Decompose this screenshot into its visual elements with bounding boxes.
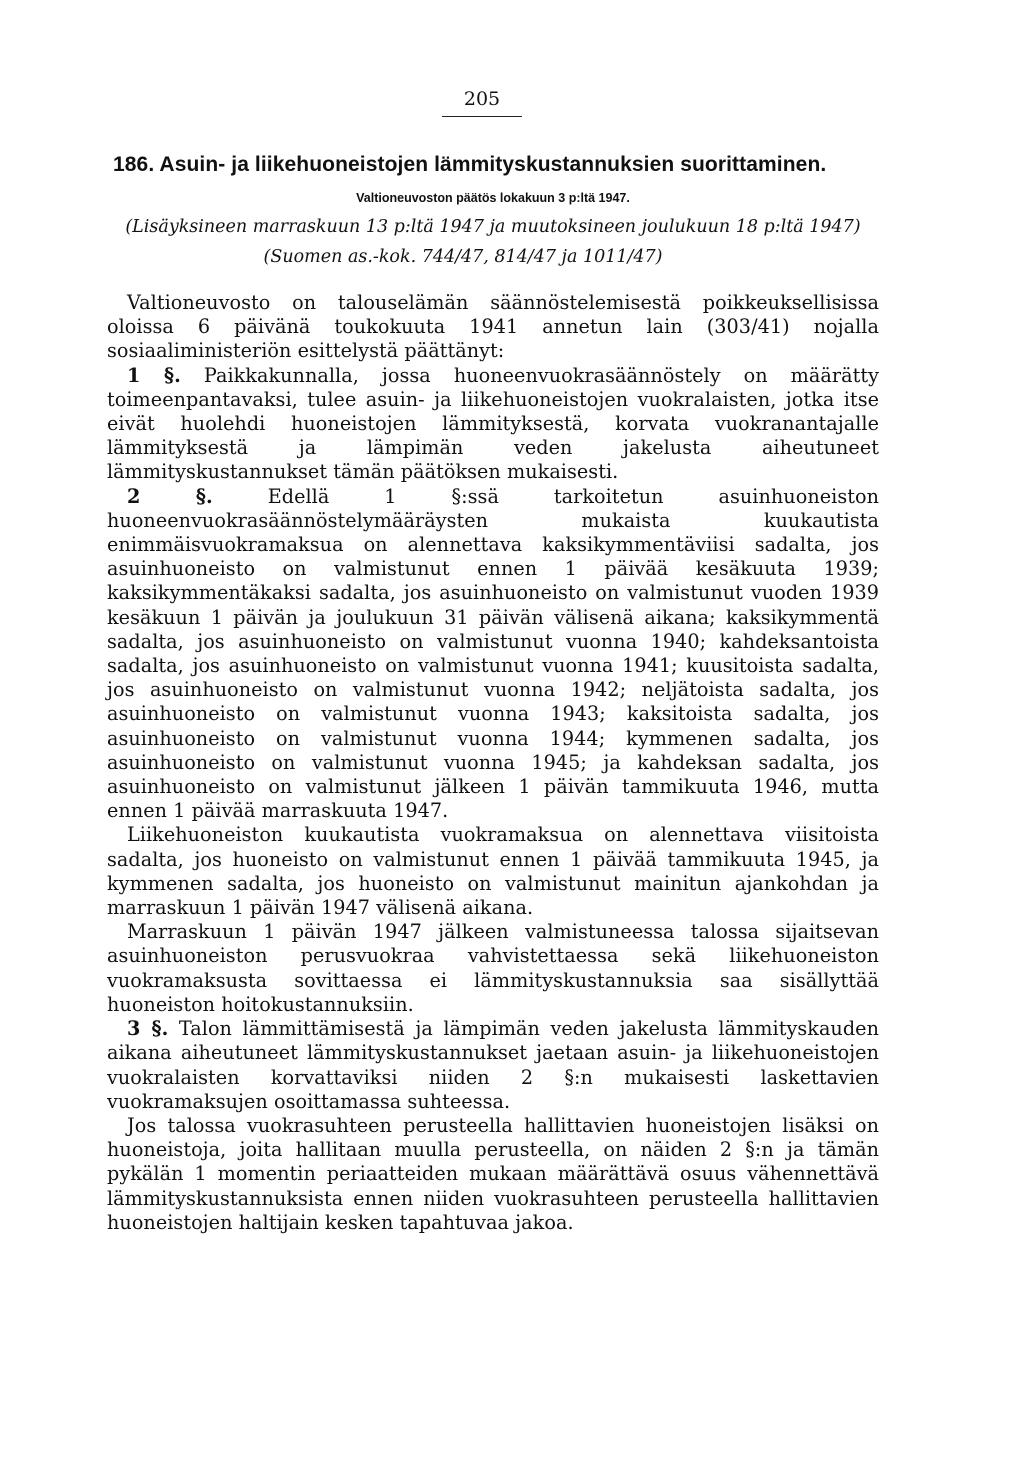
section-mark: 3 §.	[127, 1017, 169, 1041]
paragraph-section-2-mom-2	[107, 823, 879, 920]
paragraph-text: Marraskuun 1 päivän 1947 jälkeen valmistuneessa talossa sijaitsevan asuinhuoneiston perusvuokraa vahvistettaessa sekä liikehuoneiston vuokramaksusta sovittaessa ei lämmityskustannuksia saa sisällyttää huoneiston hoitokustannuksiin.	[107, 920, 879, 1016]
paragraph-section-3	[107, 1017, 879, 1114]
decision-subtitle: Valtioneuvoston päätös lokakuun 3 p:ltä 1947.	[356, 191, 630, 205]
paragraph-text: Jos talossa vuokrasuhteen perusteella hallittavien huoneistojen lisäksi on huoneistoja, joita hallitaan muulla perusteella, on näiden 2 §:n ja tämän pykälän 1 momentin periaatteiden mukaan määrättävä osuus vähennettävä lämmityskustannuksista ennen niiden vuokrasuhteen perusteella hallittavien huoneistojen haltijain kesken tapahtuvaa jakoa.	[107, 1113, 879, 1234]
section-mark: 2 §.	[127, 484, 213, 508]
source-reference: (Suomen as.-kok. 744/47, 814/47 ja 1011/47)	[263, 247, 663, 267]
section-mark: 1 §.	[127, 363, 181, 387]
intro-paragraph: Valtioneuvosto on talouselämän säännöstelemisestä poikkeuksellisissa oloissa 6 päivänä toukokuuta 1941 annetun lain (303/41) nojalla sosiaaliministeriön esittelystä päättänyt:	[107, 291, 879, 363]
paragraph-section-2	[107, 485, 879, 824]
paragraph-text: Talon lämmittämisestä ja lämpimän veden jakelusta lämmityskauden aikana aiheutuneet lämmityskustannukset jaetaan asuin- ja liikehuoneistojen vuokralaisten korvattaviksi niiden 2 §:n mukaisesti laskettavien vuokramaksujen osoittamassa suhteessa.	[107, 1017, 879, 1113]
paragraph-section-3-mom-2	[107, 1114, 879, 1235]
paragraph-section-1	[107, 364, 879, 485]
amendment-note: (Lisäyksineen marraskuun 13 p:ltä 1947 ja muutoksineen joulukuun 18 p:ltä 1947)	[125, 217, 861, 237]
page-number: 205	[442, 88, 522, 117]
paragraph-text: Edellä 1 §:ssä tarkoitetun asuinhuoneiston huoneenvuokrasäännöstelymääräysten mukaista kuukautista enimmäisvuokramaksua on alennettava kaksikymmentäviisi sadalta, jos asuinhuoneisto on valmistunut ennen 1 päivää kesäkuuta 1939; kaksikymmentäkaksi sadalta, jos asuinhuoneisto on valmistunut vuoden 1939 kesäkuun 1 päivän ja joulukuun 31 päivän välisenä aikana; kaksikymmentä sadalta, jos asuinhuoneisto on valmistunut vuonna 1940; kahdeksantoista sadalta, jos asuinhuoneisto on valmistunut vuonna 1941; kuusitoista sadalta, jos asuinhuoneisto on valmistunut vuonna 1942; neljätoista sadalta, jos asuinhuoneisto on valmistunut vuonna 1943; kaksitoista sadalta, jos asuinhuoneisto on valmistunut vuonna 1944; kymmenen sadalta, jos asuinhuoneisto on valmistunut vuonna 1945; ja kahdeksan sadalta, jos asuinhuoneisto on valmistunut jälkeen 1 päivän tammikuuta 1946, mutta ennen 1 päivää marraskuuta 1947.	[107, 484, 879, 823]
document-page	[107, 88, 879, 1235]
paragraph-text: Liikehuoneiston kuukautista vuokramaksua on alennettava viisitoista sadalta, jos huoneisto on valmistunut ennen 1 päivää tammikuuta 1945, ja kymmenen sadalta, jos huoneisto on valmistunut mainitun ajankohdan ja marraskuun 1 päivän 1947 välisenä aikana.	[107, 823, 879, 920]
section-heading: 186. Asuin- ja liikehuoneistojen lämmityskustannuksien suorittaminen.	[113, 153, 827, 176]
paragraph-text: Paikkakunnalla, jossa huoneenvuokrasäännöstely on määrätty toimeenpantavaksi, tulee asuin- ja liikehuoneistojen vuokralaisten, jotka itse eivät huolehdi huoneistojen lämmityksestä, korvata vuokranantajalle lämmityksestä ja lämpimän veden jakelusta aiheutuneet lämmityskustannukset tämän päätöksen mukaisesti.	[107, 363, 879, 484]
paragraph-section-2-mom-3	[107, 920, 879, 1017]
